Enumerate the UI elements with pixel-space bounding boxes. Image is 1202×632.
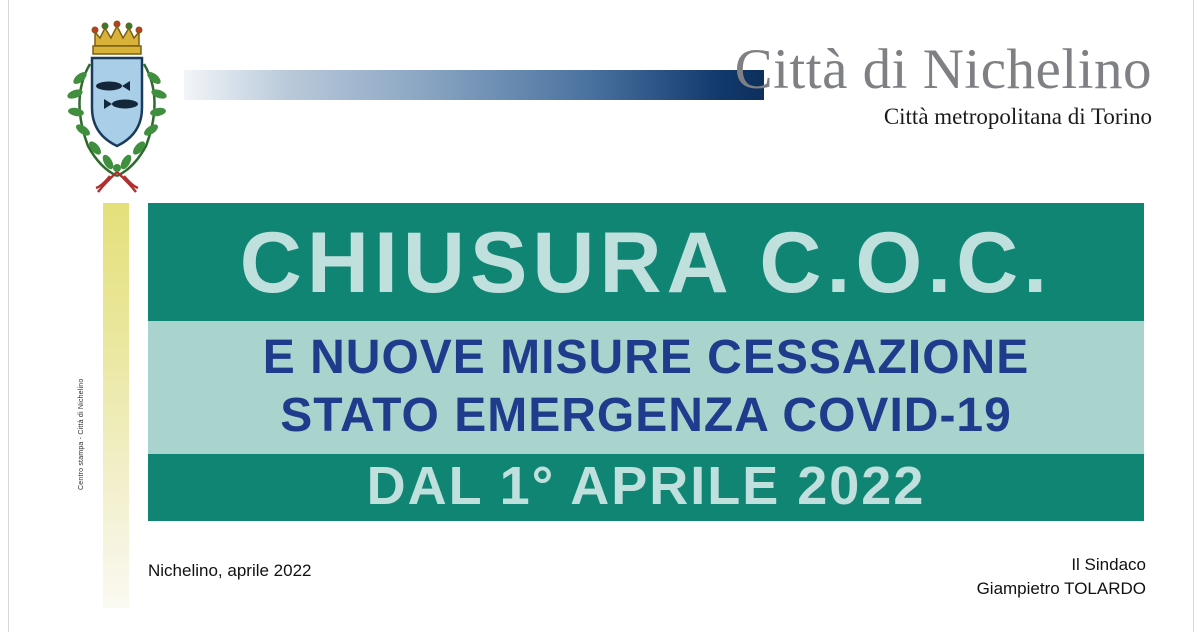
banner-headline: CHIUSURA C.O.C.	[239, 215, 1053, 311]
banner-subheadline-line-1: E NUOVE MISURE CESSAZIONE	[262, 331, 1030, 384]
footer-signature	[977, 553, 1146, 601]
signer-name: Giampietro TOLARDO	[976, 579, 1146, 598]
print-credit: Centro stampa - Città di Nichelino	[78, 378, 85, 490]
footer-place-date: Nichelino, aprile 2022	[148, 561, 312, 580]
header-title-block	[735, 40, 1152, 132]
page-header	[0, 0, 1202, 196]
banner-subheadline-line-2: STATO EMERGENZA COVID-19	[280, 389, 1012, 442]
banner-dateline: DAL 1° APRILE 2022	[366, 456, 926, 516]
coat-of-arms-icon	[62, 16, 184, 194]
side-gradient-strip	[103, 203, 129, 608]
announcement-banner	[148, 203, 1144, 521]
header-gradient-bar	[184, 70, 764, 100]
city-subtitle: Città metropolitana di Torino	[883, 104, 1152, 129]
city-name: Città di Nichelino	[734, 38, 1152, 101]
banner-subheadline	[148, 329, 1144, 445]
signer-role: Il Sindaco	[1071, 555, 1146, 574]
